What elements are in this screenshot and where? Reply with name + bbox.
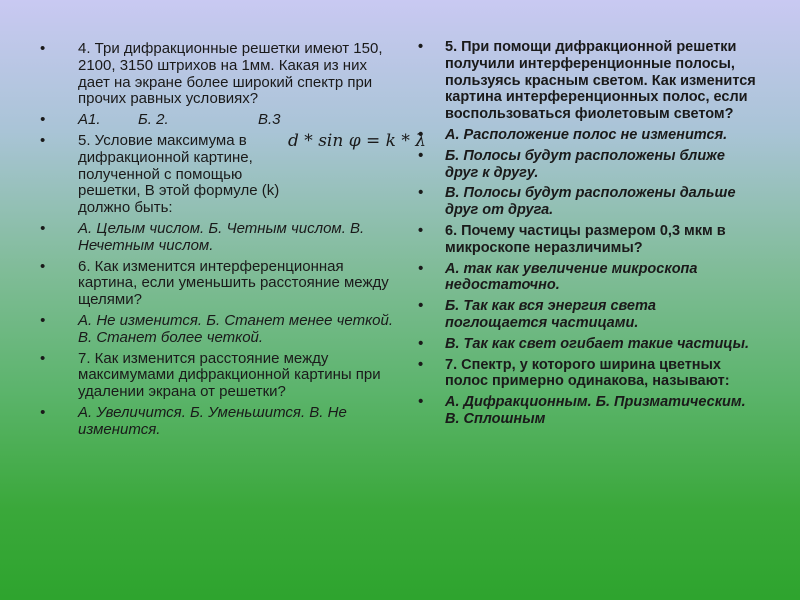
question-4-answers — [40, 112, 395, 129]
answer-6b: • Б. Так как вся энергия света поглощается частицами. — [418, 298, 758, 332]
answer-5b: • Б. Полосы будут расположены ближе друг к другу. — [418, 148, 758, 182]
answer-b: Б. 2. — [138, 111, 169, 129]
answer-c: В.3 — [258, 111, 281, 129]
question-4: • 4. Три дифракционные решетки имеют 150, 2100, 3150 штрихов на 1мм. Какая из них дает на экране более широкий спектр при прочих равных условиях? — [40, 41, 395, 108]
answer-6a: • А. так как увеличение микроскопа недостаточно. — [418, 261, 758, 295]
question-7: • 7. Как изменится расстояние между максимумами дифракционной картины при удалении экрана от решетки? — [40, 351, 395, 401]
question-5-right: • 5. При помощи дифракционной решетки получили интерференционные полосы, пользуясь красным светом. Как изменится картина интерференционных полос, если воспользоваться фиолетовым светом? — [418, 39, 758, 123]
question-5 — [40, 130, 427, 217]
question-5-text: • 5. Условие максимума в дифракционной картине, полученной с помощью решетки, В этой формуле (k) должно быть: — [78, 131, 280, 217]
question-6-answers: • А. Не изменится. Б. Станет менее четкой. В. Станет более четкой. — [40, 313, 395, 347]
answer-5c: • В. Полосы будут расположены дальше друг от друга. — [418, 185, 758, 219]
question-6: • 6. Как изменится интерференционная картина, если уменьшить расстояние между щелями? — [40, 259, 395, 309]
question-6-right: • 6. Почему частицы размером 0,3 мкм в микроскопе неразличимы? — [418, 223, 758, 257]
right-column — [418, 39, 758, 432]
question-7-answers: • А. Увеличится. Б. Уменьшится. В. Не изменится. — [40, 405, 395, 439]
question-7-right: • 7. Спектр, у которого ширина цветных полос примерно одинакова, называют: — [418, 357, 758, 391]
question-5-answers: • А. Целым числом. Б. Четным числом. В. Нечетным числом. — [40, 221, 395, 255]
left-column — [40, 40, 427, 443]
formula: d * sin φ = k * λ — [288, 130, 427, 151]
answer-5a: • А. Расположение полос не изменится. — [418, 127, 758, 144]
answer-a: А1. — [78, 111, 101, 129]
answer-6c: • В. Так как свет огибает такие частицы. — [418, 336, 758, 353]
answer-7: • А. Дифракционным. Б. Призматическим. В. Сплошным — [418, 394, 758, 428]
